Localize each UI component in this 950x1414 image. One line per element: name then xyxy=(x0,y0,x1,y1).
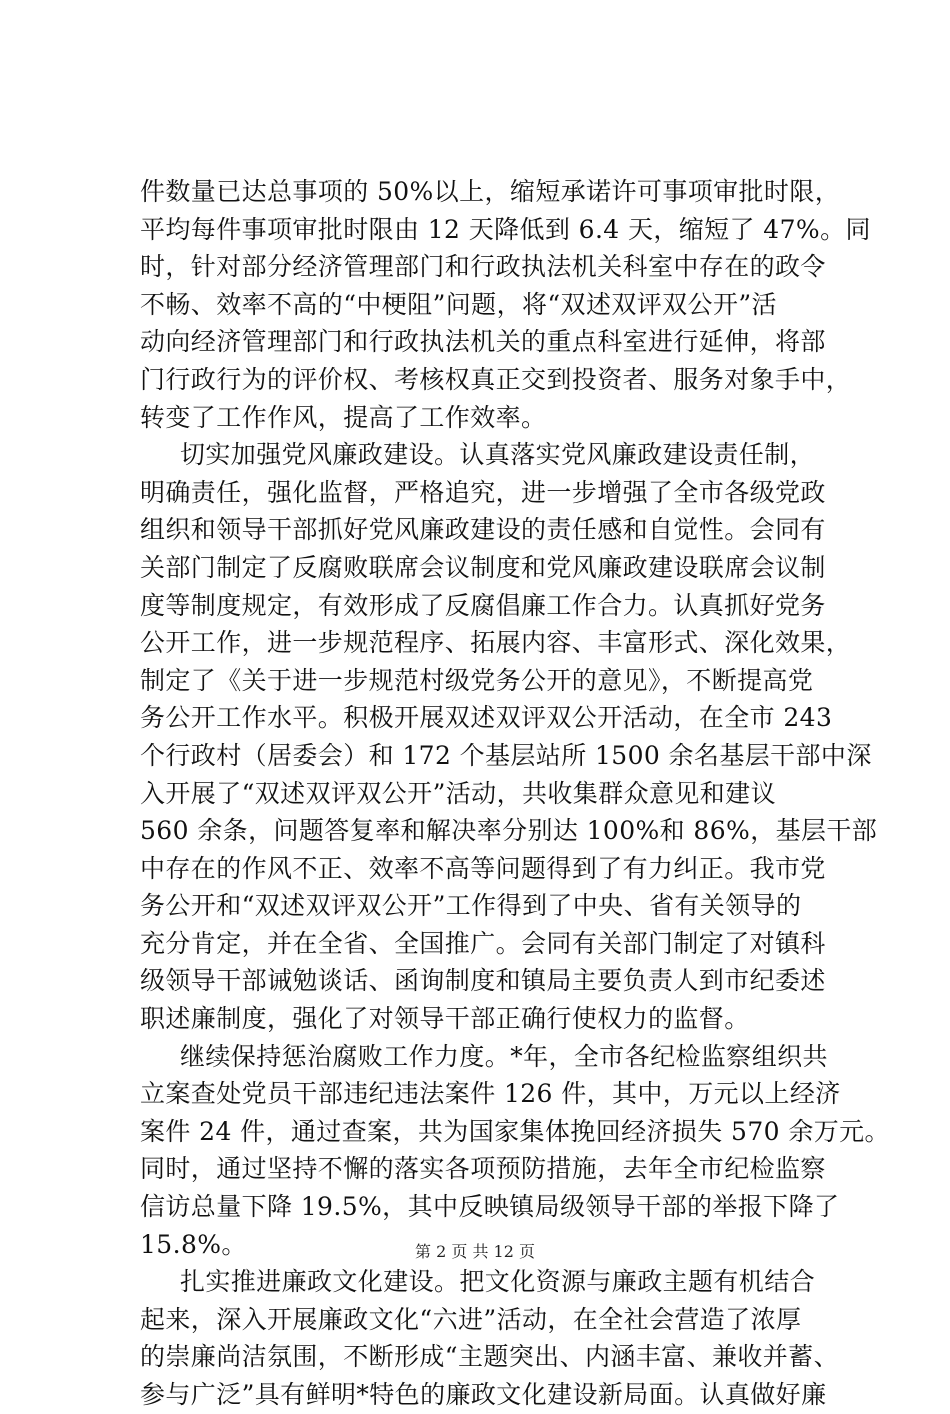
text-line: 信访总量下降 19.5%，其中反映镇局级领导干部的举报下降了 xyxy=(140,1192,840,1222)
text-line: 参与广泛”具有鲜明*特色的廉政文化建设新局面。认真做好廉 xyxy=(140,1380,827,1409)
text-line: 务公开和“双述双评双公开”工作得到了中央、省有关领导的 xyxy=(140,891,802,921)
text-line: 时，针对部分经济管理部门和行政执法机关科室中存在的政令 xyxy=(140,252,826,282)
text-line: 级领导干部诫勉谈话、函询制度和镇局主要负责人到市纪委述 xyxy=(140,966,826,996)
text-line: 职述廉制度，强化了对领导干部正确行使权力的监督。 xyxy=(140,1004,750,1034)
text-line: 立案查处党员干部违纪违法案件 126 件，其中，万元以上经济 xyxy=(140,1079,841,1109)
text-line: 15.8%。 xyxy=(140,1229,247,1259)
text-line: 转变了工作作风，提高了工作效率。 xyxy=(140,402,547,432)
text-line: 切实加强党风廉政建设。认真落实党风廉政建设责任制， xyxy=(180,440,816,470)
paragraph-1 xyxy=(140,173,871,436)
text-line: 中存在的作风不正、效率不高等问题得到了有力纠正。我市党 xyxy=(140,853,826,883)
text-line: 门行政行为的评价权、考核权真正交到投资者、服务对象手中， xyxy=(140,364,852,394)
text-line: 平均每件事项审批时限由 12 天降低到 6.4 天，缩短了 47%。同 xyxy=(140,214,871,244)
text-line: 的崇廉尚洁氛围，不断形成“主题突出、内涵丰富、兼收并蓄、 xyxy=(140,1342,839,1372)
text-line: 案件 24 件，通过查案，共为国家集体挽回经济损失 570 余万元。 xyxy=(140,1116,890,1146)
text-line: 务公开工作水平。积极开展双述双评双公开活动，在全市 243 xyxy=(140,703,833,733)
text-line: 件数量已达总事项的 50%以上，缩短承诺许可事项审批时限， xyxy=(140,177,841,206)
paragraph-4 xyxy=(140,1263,839,1413)
text-line: 动向经济管理部门和行政执法机关的重点科室进行延伸，将部 xyxy=(140,327,826,357)
text-line: 制定了《关于进一步规范村级党务公开的意见》，不断提高党 xyxy=(140,665,814,695)
paragraph-2 xyxy=(140,436,878,1038)
text-line: 入开展了“双述双评双公开”活动，共收集群众意见和建议 xyxy=(140,778,776,808)
paragraph-3 xyxy=(140,1038,890,1264)
document-body xyxy=(140,173,890,1414)
text-line: 个行政村（居委会）和 172 个基层站所 1500 余名基层干部中深 xyxy=(140,740,872,770)
text-line: 充分肯定，并在全省、全国推广。会同有关部门制定了对镇科 xyxy=(140,928,826,958)
text-line: 继续保持惩治腐败工作力度。*年，全市各纪检监察组织共 xyxy=(180,1041,828,1071)
text-line: 公开工作，进一步规范程序、拓展内容、丰富形式、深化效果， xyxy=(140,628,852,658)
text-line: 关部门制定了反腐败联席会议制度和党风廉政建设联席会议制 xyxy=(140,552,826,582)
text-line: 组织和领导干部抓好党风廉政建设的责任感和自觉性。会同有 xyxy=(140,515,826,545)
text-line: 度等制度规定，有效形成了反腐倡廉工作合力。认真抓好党务 xyxy=(140,590,826,620)
text-line: 扎实推进廉政文化建设。把文化资源与廉政主题有机结合 xyxy=(180,1267,816,1297)
text-line: 560 余条，问题答复率和解决率分别达 100%和 86%，基层干部 xyxy=(140,816,878,846)
text-line: 起来，深入开展廉政文化“六进”活动，在全社会营造了浓厚 xyxy=(140,1304,802,1334)
text-line: 同时，通过坚持不懈的落实各项预防措施，去年全市纪检监察 xyxy=(140,1154,826,1184)
text-line: 明确责任，强化监督，严格追究，进一步增强了全市各级党政 xyxy=(140,477,826,507)
text-line: 不畅、效率不高的“中梗阻”问题，将“双述双评双公开”活 xyxy=(140,289,777,319)
page-number-footer: 第 2 页 共 12 页 xyxy=(415,1242,535,1261)
